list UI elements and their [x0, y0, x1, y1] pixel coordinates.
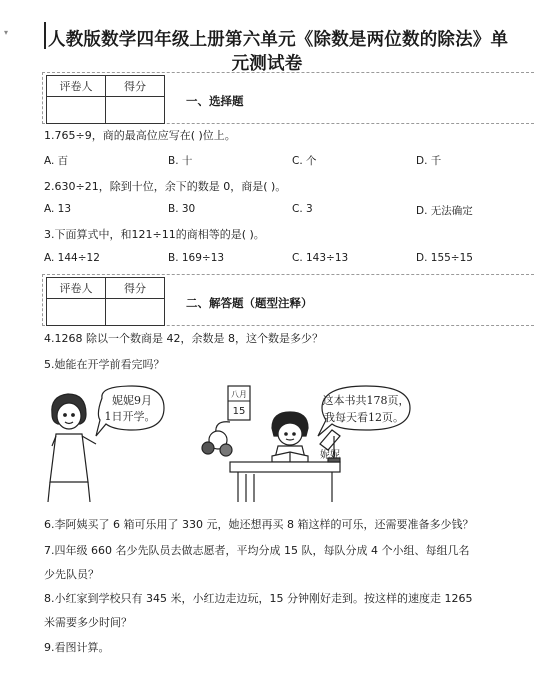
- cursor-marker: ▾: [4, 28, 9, 37]
- bubble-left-text-2: 1日开学。: [104, 410, 156, 423]
- page-title-line-2: 元测试卷: [231, 54, 303, 74]
- q3-option-d: D. 155÷15: [416, 252, 473, 264]
- speech-bubble-right: [318, 386, 410, 436]
- question-1: 1.765÷9，商的最高位应写在( )位上。: [44, 129, 236, 142]
- q1-option-b: B. 十: [168, 155, 193, 167]
- q3-option-a: A. 144÷12: [44, 252, 100, 264]
- girl-figure-left: [48, 394, 96, 502]
- bubble-right-text-1: 这本书共178页，: [322, 394, 410, 407]
- section-title: 一、选择题: [186, 94, 244, 108]
- score-header-score: 得分: [106, 76, 165, 97]
- score-header-reviewer: 评卷人: [47, 76, 106, 97]
- question-5: 5.她能在开学前看完吗？: [44, 358, 165, 371]
- score-cell-reviewer: [47, 97, 106, 124]
- bubble-left-text-1: 妮妮9月: [112, 394, 152, 407]
- score-cell-score: [106, 97, 165, 124]
- q2-option-a: A. 13: [44, 203, 72, 215]
- question-9: 9.看图计算。: [44, 641, 110, 654]
- text-cursor-bar: [44, 22, 46, 49]
- calendar-day: 15: [232, 406, 246, 417]
- q3-option-c: C. 143÷13: [292, 252, 349, 264]
- question-8: 8.小红家到学校只有 345 米，小红边走边玩，15 分钟刚好走到。按这样的速度走 1265: [44, 592, 473, 605]
- character-name-label: 妮妮: [320, 450, 340, 461]
- question-7-continued: 少先队员？: [44, 568, 99, 581]
- section-title: 二、解答题（题型注释）: [186, 296, 313, 310]
- question-2: 2.630÷21，除到十位，余下的数是 0，商是( )。: [44, 180, 287, 193]
- q1-option-c: C. 个: [292, 155, 317, 167]
- score-header-score: 得分: [106, 278, 165, 299]
- q2-option-c: C. 3: [292, 203, 313, 215]
- section-header-choice: [42, 72, 534, 124]
- speech-bubble-left: [96, 386, 164, 436]
- reading-illustration: [40, 384, 500, 504]
- score-cell-reviewer: [47, 299, 106, 326]
- score-table: [46, 75, 165, 124]
- q3-option-b: B. 169÷13: [168, 252, 225, 264]
- score-cell-score: [106, 299, 165, 326]
- score-header-reviewer: 评卷人: [47, 278, 106, 299]
- section-header-answer: [42, 274, 534, 326]
- q2-option-b: B. 30: [168, 203, 196, 215]
- q1-option-a: A. 百: [44, 155, 69, 167]
- question-6: 6.李阿姨买了 6 箱可乐用了 330 元，她还想再买 8 箱这样的可乐，还需要准备多少钱？: [44, 518, 474, 531]
- question-8-continued: 米需要多少时间？: [44, 616, 132, 629]
- question-4: 4.1268 除以一个数商是 42，余数是 8，这个数是多少？: [44, 332, 323, 345]
- question-3: 3.下面算式中，和121÷11的商相等的是( )。: [44, 228, 265, 241]
- q2-option-d: D. 无法确定: [416, 205, 473, 217]
- calendar-icon: [228, 386, 250, 420]
- question-7: 7.四年级 660 名少先队员去做志愿者，平均分成 15 队，每队分成 4 个小组、每组几名: [44, 544, 470, 557]
- q1-option-d: D. 千: [416, 155, 442, 167]
- score-table: [46, 277, 165, 326]
- calendar-month: 八月: [231, 390, 247, 399]
- bubble-right-text-2: 我每天看12页。: [324, 411, 404, 424]
- page-title-line-1: 人教版数学四年级上册第六单元《除数是两位数的除法》单: [48, 30, 509, 50]
